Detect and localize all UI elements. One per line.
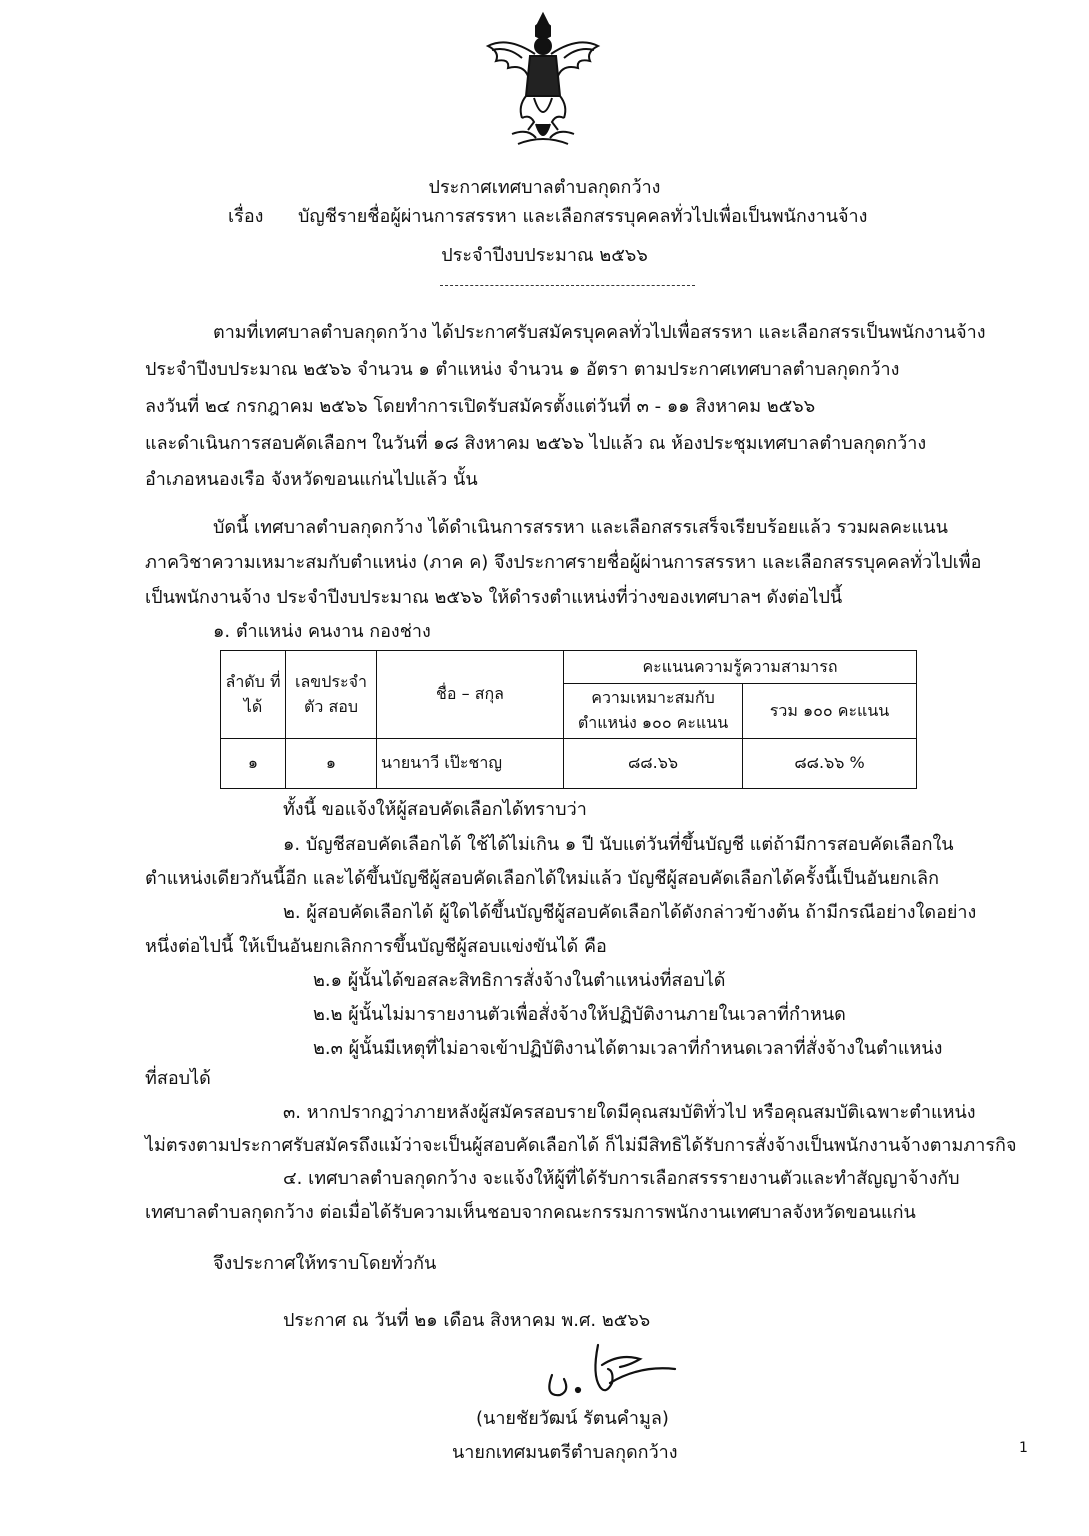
note2-2: ๒.๒ ผู้นั้นไม่มารายงานตัวเพื่อสั่งจ้างให้ปฏิบัติงานภายในเวลาที่กำหนด <box>313 1004 846 1025</box>
note2-3-line1: ๒.๓ ผู้นั้นมีเหตุที่ไม่อาจเข้าปฏิบัติงานได้ตามเวลาที่กำหนดเวลาที่สั่งจ้างในตำแหน่ง <box>313 1038 943 1059</box>
header-score-group: คะแนนความรู้ความสามารถ <box>564 651 917 684</box>
para2-line3: เป็นพนักงานจ้าง ประจำปีงบประมาณ ๒๕๖๖ ให้ดำรงตำแหน่งที่ว่างของเทศบาลฯ ดังต่อไปนี้ <box>145 587 843 608</box>
fiscal-year: ประจำปีงบประมาณ ๒๕๖๖ <box>441 245 648 266</box>
header-total-score: รวม ๑๐๐ คะแนน <box>743 684 917 739</box>
note1-line1: ๑. บัญชีสอบคัดเลือกได้ ใช้ได้ไม่เกิน ๑ ปี นับแต่วันที่ขึ้นบัญชี แต่ถ้ามีการสอบคัดเลือกใน <box>283 834 954 855</box>
position-heading: ๑. ตำแหน่ง คนงาน กองช่าง <box>213 621 431 642</box>
cell-exam-id: ๑ <box>286 739 377 789</box>
cell-total-score: ๘๘.๖๖ % <box>743 739 917 789</box>
cell-rank: ๑ <box>221 739 286 789</box>
cell-name: นายนาวี เป๊ะชาญ <box>377 739 564 789</box>
closing-statement: จึงประกาศให้ทราบโดยทั่วกัน <box>213 1253 437 1274</box>
announcement-date: ประกาศ ณ วันที่ ๒๑ เดือน สิงหาคม พ.ศ. ๒๕๖๖ <box>283 1310 651 1331</box>
signer-title: นายกเทศมนตรีตำบลกุดกว้าง <box>452 1442 678 1463</box>
subject-text: บัญชีรายชื่อผู้ผ่านการสรรหา และเลือกสรรบุคคลทั่วไปเพื่อเป็นพนักงานจ้าง <box>298 206 868 227</box>
note3-line1: ๓. หากปรากฏว่าภายหลังผู้สมัครสอบรายใดมีคุณสมบัติทั่วไป หรือคุณสมบัติเฉพาะตำแหน่ง <box>283 1102 976 1123</box>
header-fit-score: ความเหมาะสมกับ ตำแหน่ง ๑๐๐ คะแนน <box>564 684 743 739</box>
note4-line2: เทศบาลตำบลกุดกว้าง ต่อเมื่อได้รับความเห็นชอบจากคณะกรรมการพนักงานเทศบาลจังหวัดขอนแก่น <box>145 1202 916 1223</box>
para2-line2: ภาควิชาความเหมาะสมกับตำแหน่ง (ภาค ค) จึงประกาศรายชื่อผู้ผ่านการสรรหา และเลือกสรรบุคคลทั่วไปเพื่อ <box>145 552 982 573</box>
note2-line2: หนึ่งต่อไปนี้ ให้เป็นอันยกเลิกการขึ้นบัญชีผู้สอบแข่งขันได้ คือ <box>145 936 607 957</box>
note1-line2: ตำแหน่งเดียวกันนี้อีก และได้ขึ้นบัญชีผู้สอบคัดเลือกได้ใหม่แล้ว บัญชีผู้สอบคัดเลือกได้ครั้งนี้เป็นอันยกเลิก <box>145 868 939 889</box>
document-title: ประกาศเทศบาลตำบลกุดกว้าง <box>428 177 661 198</box>
para1-line4: และดำเนินการสอบคัดเลือกฯ ในวันที่ ๑๘ สิงหาคม ๒๕๖๖ ไปแล้ว ณ ห้องประชุมเทศบาลตำบลกุดกว้าง <box>145 433 927 454</box>
para1-line5: อำเภอหนองเรือ จังหวัดขอนแก่นไปแล้ว นั้น <box>145 469 478 490</box>
score-table <box>220 650 917 789</box>
note2-line1: ๒. ผู้สอบคัดเลือกได้ ผู้ใดได้ขึ้นบัญชีผู้สอบคัดเลือกได้ดังกล่าวข้างต้น ถ้ามีกรณีอย่างใดอย่าง <box>283 902 977 923</box>
garuda-emblem-icon <box>478 6 608 156</box>
para1-line3: ลงวันที่ ๒๔ กรกฎาคม ๒๕๖๖ โดยทำการเปิดรับสมัครตั้งแต่วันที่ ๓ - ๑๑ สิงหาคม ๒๕๖๖ <box>145 396 816 417</box>
note2-3-line2: ที่สอบได้ <box>145 1068 211 1089</box>
note2-1: ๒.๑ ผู้นั้นได้ขอสละสิทธิการสั่งจ้างในตำแหน่งที่สอบได้ <box>313 970 726 991</box>
note3-line2: ไม่ตรงตามประกาศรับสมัครถึงแม้ว่าจะเป็นผู้สอบคัดเลือกได้ ก็ไม่มีสิทธิได้รับการสั่งจ้างเป็นพนักงานจ้างตามภารกิจ <box>145 1135 1017 1156</box>
header-name: ชื่อ – สกุล <box>377 651 564 739</box>
notes-intro: ทั้งนี้ ขอแจ้งให้ผู้สอบคัดเลือกได้ทราบว่า <box>283 799 587 820</box>
para2-line1: บัดนี้ เทศบาลตำบลกุดกว้าง ได้ดำเนินการสรรหา และเลือกสรรเสร็จเรียบร้อยแล้ว รวมผลคะแนน <box>213 517 948 538</box>
signature-icon <box>540 1335 680 1405</box>
note4-line1: ๔. เทศบาลตำบลกุดกว้าง จะแจ้งให้ผู้ที่ได้รับการเลือกสรรรายงานตัวและทำสัญญาจ้างกับ <box>283 1168 960 1189</box>
page-mark: 1 <box>1019 1440 1028 1456</box>
subject-label: เรื่อง <box>228 206 264 227</box>
header-rank: ลำดับ ที่ได้ <box>221 651 286 739</box>
signer-name: (นายชัยวัฒน์ รัตนคำมูล) <box>476 1408 669 1429</box>
para1-line1: ตามที่เทศบาลตำบลกุดกว้าง ได้ประกาศรับสมัครบุคคลทั่วไปเพื่อสรรหา และเลือกสรรเป็นพนักงานจ้าง <box>213 322 986 343</box>
para1-line2: ประจำปีงบประมาณ ๒๕๖๖ จำนวน ๑ ตำแหน่ง จำนวน ๑ อัตรา ตามประกาศเทศบาลตำบลกุดกว้าง <box>145 359 900 380</box>
separator-line <box>440 285 695 286</box>
header-exam-id: เลขประจำตัว สอบ <box>286 651 377 739</box>
cell-fit-score: ๘๘.๖๖ <box>564 739 743 789</box>
table-row <box>221 739 917 789</box>
